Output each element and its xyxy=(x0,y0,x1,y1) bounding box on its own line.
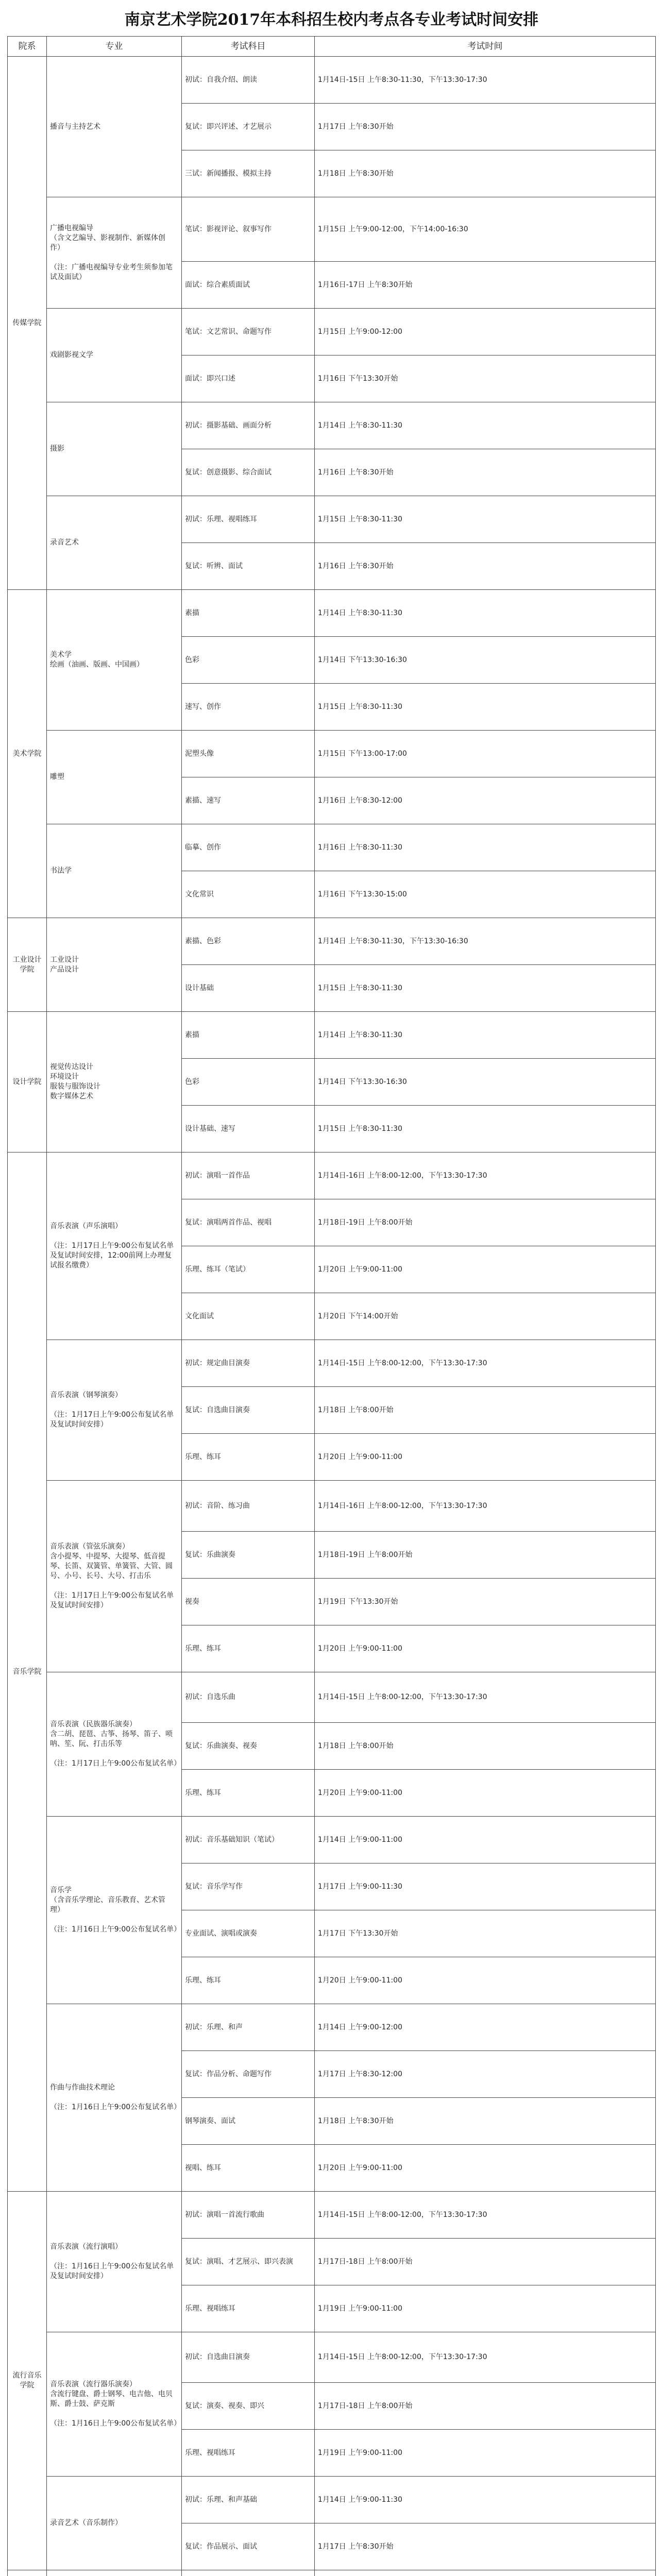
time-cell: 1月15日 上午8:30-11:30 xyxy=(315,684,656,731)
header-time: 考试时间 xyxy=(315,37,656,57)
subject-cell: 乐理、练耳 xyxy=(182,1434,315,1481)
major-cell: 音乐表演（流行器乐演奏） 含流行键盘、爵士钢琴、电吉他、电贝斯、爵士鼓、萨克斯 （注：1月16日上午9:00公布复试名单） xyxy=(47,2332,182,2477)
subject-cell: 复试：演奏、视奏、即兴 xyxy=(182,2383,315,2430)
subject-cell: 初试：乐理、和声基础 xyxy=(182,2477,315,2523)
subject-cell: 初试：演唱一首作品 xyxy=(182,1153,315,1199)
subject-cell: 钢琴演奏、面试 xyxy=(182,2098,315,2145)
time-cell: 1月14日-15日 上午8:00-12:00，下午13:30-17:30 xyxy=(315,2192,656,2239)
dept-cell: 美术学院 xyxy=(8,590,47,918)
subject-cell: 素描、速写 xyxy=(182,777,315,824)
table-row xyxy=(8,2570,656,2576)
subject-cell: 初试：摄影基础、画面分析 xyxy=(182,402,315,449)
time-cell: 1月14日-15日 上午8:00-12:00，下午13:30-17:30 xyxy=(315,2332,656,2383)
subject-cell: 初试：乐理、视唱练耳 xyxy=(182,496,315,543)
header-major: 专业 xyxy=(47,37,182,57)
time-cell: 1月14日 上午8:30-11:30，下午13:30-16:30 xyxy=(315,918,656,965)
time-cell: 1月20日 上午9:00-11:00 xyxy=(315,2145,656,2192)
time-cell: 1月19日 下午13:30开始 xyxy=(315,1579,656,1625)
table-row xyxy=(8,1481,656,1532)
subject-cell: 初试：音阶、练习曲 xyxy=(182,1481,315,1532)
time-cell: 1月17日-18日 上午8:00开始 xyxy=(315,2239,656,2285)
time-cell: 1月18日 上午8:00开始 xyxy=(315,1387,656,1434)
time-cell: 1月15日 上午8:30-11:30 xyxy=(315,496,656,543)
subject-cell: 文化常识 xyxy=(182,871,315,918)
time-cell: 1月15日 下午13:00-17:00 xyxy=(315,731,656,777)
table-row xyxy=(8,197,656,262)
major-cell: 美术学 绘画（油画、版画、中国画） xyxy=(47,590,182,731)
major-cell xyxy=(47,2570,182,2576)
major-cell: 作曲与作曲技术理论 （注：1月16日上午9:00公布复试名单） xyxy=(47,2004,182,2192)
schedule-sheet xyxy=(7,36,655,2576)
subject-cell: 乐理、练耳（笔试） xyxy=(182,1246,315,1293)
subject-cell: 乐理、练耳 xyxy=(182,1770,315,1817)
time-cell: 1月18日-19日 上午8:00开始 xyxy=(315,1199,656,1246)
major-cell: 音乐表演（民族器乐演奏） 含二胡、琵琶、古筝、扬琴、笛子、唢呐、笙、阮、打击乐等 （注：1月17日上午9:00公布复试名单） xyxy=(47,1672,182,1817)
table-row xyxy=(8,731,656,777)
time-cell: 1月15日 上午8:30-11:30 xyxy=(315,965,656,1012)
table-row xyxy=(8,57,656,104)
time-cell: 1月14日-16日 上午8:00-12:00，下午13:30-17:30 xyxy=(315,1481,656,1532)
major-cell: 播音与主持艺术 xyxy=(47,57,182,197)
major-cell: 录音艺术 xyxy=(47,496,182,590)
subject-cell: 笔试：文艺常识、命题写作 xyxy=(182,309,315,355)
time-cell: 1月14日 上午9:00-11:30 xyxy=(315,2477,656,2523)
subject-cell: 初试：自选曲目演奏 xyxy=(182,2332,315,2383)
time-cell: 1月14日 上午9:00-12:00 xyxy=(315,2004,656,2051)
time-cell: 1月17日 上午8:30开始 xyxy=(315,2523,656,2570)
time-cell: 1月20日 上午9:00-11:00 xyxy=(315,1770,656,1817)
subject-cell: 临摹、创作 xyxy=(182,824,315,871)
time-cell: 1月20日 上午9:00-11:00 xyxy=(315,1434,656,1481)
major-cell: 戏剧影视文学 xyxy=(47,309,182,402)
table-row xyxy=(8,2192,656,2239)
subject-cell: 复试：作品分析、命题写作 xyxy=(182,2051,315,2098)
major-cell: 书法学 xyxy=(47,824,182,918)
table-row xyxy=(8,1012,656,1059)
subject-cell: 初试：演唱一首流行歌曲 xyxy=(182,2192,315,2239)
subject-cell: 素描、色彩 xyxy=(182,918,315,965)
time-cell: 1月14日 上午9:00-11:00 xyxy=(315,1817,656,1863)
time-cell: 1月20日 上午9:00-11:00 xyxy=(315,1246,656,1293)
subject-cell: 乐理、练耳 xyxy=(182,1957,315,2004)
time-cell: 1月14日 下午13:30-16:30 xyxy=(315,1059,656,1106)
table-row xyxy=(8,824,656,871)
table-row xyxy=(8,2332,656,2383)
time-cell: 1月18日 上午8:00开始 xyxy=(315,1723,656,1770)
table-row xyxy=(8,2477,656,2523)
major-cell: 视觉传达设计 环境设计 服装与服饰设计 数字媒体艺术 xyxy=(47,1012,182,1153)
major-cell: 音乐表演（流行演唱） （注：1月16日上午9:00公布复试名单及复试时间安排） xyxy=(47,2192,182,2332)
subject-cell: 复试：乐曲演奏、视奏 xyxy=(182,1723,315,1770)
subject-cell: 复试：自选曲目演奏 xyxy=(182,1387,315,1434)
subject-cell: 视奏 xyxy=(182,1579,315,1625)
dept-cell: 工业设计学院 xyxy=(8,918,47,1012)
major-cell: 音乐表演（声乐演唱） （注：1月17日上午9:00公布复试名单及复试时间安排，12:00前网上办理复试报名缴费） xyxy=(47,1153,182,1340)
time-cell: 1月14日 下午13:30-16:30 xyxy=(315,637,656,684)
subject-cell: 复试：演唱、才艺展示、即兴表演 xyxy=(182,2239,315,2285)
table-row xyxy=(8,1153,656,1199)
table-body xyxy=(8,57,656,2576)
page-title: 南京艺术学院2017年本科招生校内考点各专业考试时间安排 xyxy=(124,11,539,29)
dept-cell: 设计学院 xyxy=(8,1012,47,1153)
time-cell xyxy=(315,2570,656,2576)
subject-cell: 色彩 xyxy=(182,1059,315,1106)
table-row xyxy=(8,1672,656,1723)
time-cell: 1月14日-16日 上午8:00-12:00，下午13:30-17:30 xyxy=(315,1153,656,1199)
subject-cell: 复试：演唱两首作品、视唱 xyxy=(182,1199,315,1246)
subject-cell: 色彩 xyxy=(182,637,315,684)
table-row xyxy=(8,402,656,449)
time-cell: 1月16日 上午8:30-11:30 xyxy=(315,824,656,871)
subject-cell: 复试：音乐学写作 xyxy=(182,1863,315,1910)
major-cell: 工业设计 产品设计 xyxy=(47,918,182,1012)
time-cell: 1月14日-15日 上午8:00-12:00，下午13:30-17:30 xyxy=(315,1672,656,1723)
subject-cell: 初试：规定曲目演奏 xyxy=(182,1340,315,1387)
subject-cell: 笔试：影视评论、叙事写作 xyxy=(182,197,315,262)
schedule-table xyxy=(7,36,656,2576)
time-cell: 1月15日 上午8:30-11:30 xyxy=(315,1106,656,1153)
subject-cell: 初试：音乐基础知识（笔试） xyxy=(182,1817,315,1863)
time-cell: 1月14日-15日 上午8:30-11:30，下午13:30-17:30 xyxy=(315,57,656,104)
dept-cell: 音乐学院 xyxy=(8,1153,47,2192)
subject-cell: 初试：自选乐曲 xyxy=(182,1672,315,1723)
subject-cell: 乐理、视唱练耳 xyxy=(182,2285,315,2332)
time-cell: 1月19日 上午9:00-11:00 xyxy=(315,2430,656,2477)
subject-cell: 设计基础 xyxy=(182,965,315,1012)
major-cell: 广播电视编导 （含文艺编导、影视制作、新媒体创作） （注：广播电视编导专业考生须参加笔试及面试） xyxy=(47,197,182,309)
table-row xyxy=(8,2004,656,2051)
subject-cell xyxy=(182,2570,315,2576)
time-cell: 1月17日 上午9:00-11:30 xyxy=(315,1863,656,1910)
subject-cell: 泥塑头像 xyxy=(182,731,315,777)
subject-cell: 复试：即兴评述、才艺展示 xyxy=(182,104,315,150)
time-cell: 1月15日 上午9:00-12:00，下午14:00-16:30 xyxy=(315,197,656,262)
time-cell: 1月20日 上午9:00-11:00 xyxy=(315,1625,656,1672)
major-cell: 音乐表演（管弦乐演奏） 含小提琴、中提琴、大提琴、低音提琴、长笛、双簧管、单簧管、大管、圆号、小号、长号、大号、打击乐 （注：1月17日上午9:00公布复试名单及复试时间安排） xyxy=(47,1481,182,1672)
time-cell: 1月18日 上午8:30开始 xyxy=(315,2098,656,2145)
time-cell: 1月16日 下午13:30-15:00 xyxy=(315,871,656,918)
time-cell: 1月17日-18日 上午8:00开始 xyxy=(315,2383,656,2430)
subject-cell: 专业面试、演唱或演奏 xyxy=(182,1910,315,1957)
time-cell: 1月20日 上午9:00-11:00 xyxy=(315,1957,656,2004)
table-header-row xyxy=(8,37,656,57)
time-cell: 1月14日 上午8:30-11:30 xyxy=(315,590,656,637)
subject-cell: 视唱、练耳 xyxy=(182,2145,315,2192)
subject-cell: 复试：乐曲演奏 xyxy=(182,1532,315,1579)
subject-cell: 复试：听辨、面试 xyxy=(182,543,315,590)
subject-cell: 速写、创作 xyxy=(182,684,315,731)
header-subject: 考试科目 xyxy=(182,37,315,57)
subject-cell: 三试：新闻播报、模拟主持 xyxy=(182,150,315,197)
major-cell: 录音艺术（音乐制作） xyxy=(47,2477,182,2570)
time-cell: 1月14日 上午8:30-11:30 xyxy=(315,402,656,449)
subject-cell: 素描 xyxy=(182,1012,315,1059)
major-cell: 音乐学 （含音乐学理论、音乐教育、艺术管理） （注：1月16日上午9:00公布复试名单） xyxy=(47,1817,182,2004)
table-row xyxy=(8,918,656,965)
table-row xyxy=(8,590,656,637)
major-cell: 摄影 xyxy=(47,402,182,496)
time-cell: 1月18日 上午8:30开始 xyxy=(315,150,656,197)
time-cell: 1月16日 上午8:30开始 xyxy=(315,449,656,496)
subject-cell: 初试：乐理、和声 xyxy=(182,2004,315,2051)
time-cell: 1月16日 上午8:30-12:00 xyxy=(315,777,656,824)
time-cell: 1月19日 上午9:00-11:00 xyxy=(315,2285,656,2332)
time-cell: 1月18日-19日 上午8:00开始 xyxy=(315,1532,656,1579)
time-cell: 1月17日 下午13:30开始 xyxy=(315,1910,656,1957)
table-row xyxy=(8,496,656,543)
table-row xyxy=(8,1340,656,1387)
subject-cell: 复试：创意摄影、综合面试 xyxy=(182,449,315,496)
subject-cell: 面试：即兴口述 xyxy=(182,355,315,402)
dept-cell: 传媒学院 xyxy=(8,57,47,590)
time-cell: 1月17日 上午8:30开始 xyxy=(315,104,656,150)
time-cell: 1月14日 上午8:30-11:30 xyxy=(315,1012,656,1059)
subject-cell: 乐理、练耳 xyxy=(182,1625,315,1672)
table-row xyxy=(8,309,656,355)
subject-cell: 复试：作品展示、面试 xyxy=(182,2523,315,2570)
subject-cell: 面试：综合素质面试 xyxy=(182,262,315,309)
subject-cell: 设计基础、速写 xyxy=(182,1106,315,1153)
subject-cell: 文化面试 xyxy=(182,1293,315,1340)
dept-cell: 流行音乐学院 xyxy=(8,2192,47,2570)
subject-cell: 初试：自我介绍、朗读 xyxy=(182,57,315,104)
major-cell: 雕塑 xyxy=(47,731,182,824)
header-dept: 院系 xyxy=(8,37,47,57)
dept-cell xyxy=(8,2570,47,2576)
time-cell: 1月14日-15日 上午8:00-12:00，下午13:30-17:30 xyxy=(315,1340,656,1387)
time-cell: 1月20日 下午14:00开始 xyxy=(315,1293,656,1340)
major-cell: 音乐表演（钢琴演奏） （注：1月17日上午9:00公布复试名单及复试时间安排） xyxy=(47,1340,182,1481)
time-cell: 1月17日 上午8:30-12:00 xyxy=(315,2051,656,2098)
table-row xyxy=(8,1817,656,1863)
time-cell: 1月16日 上午8:30开始 xyxy=(315,543,656,590)
time-cell: 1月16日-17日 上午8:30开始 xyxy=(315,262,656,309)
subject-cell: 素描 xyxy=(182,590,315,637)
subject-cell: 乐理、视唱练耳 xyxy=(182,2430,315,2477)
time-cell: 1月15日 上午9:00-12:00 xyxy=(315,309,656,355)
time-cell: 1月16日 下午13:30开始 xyxy=(315,355,656,402)
